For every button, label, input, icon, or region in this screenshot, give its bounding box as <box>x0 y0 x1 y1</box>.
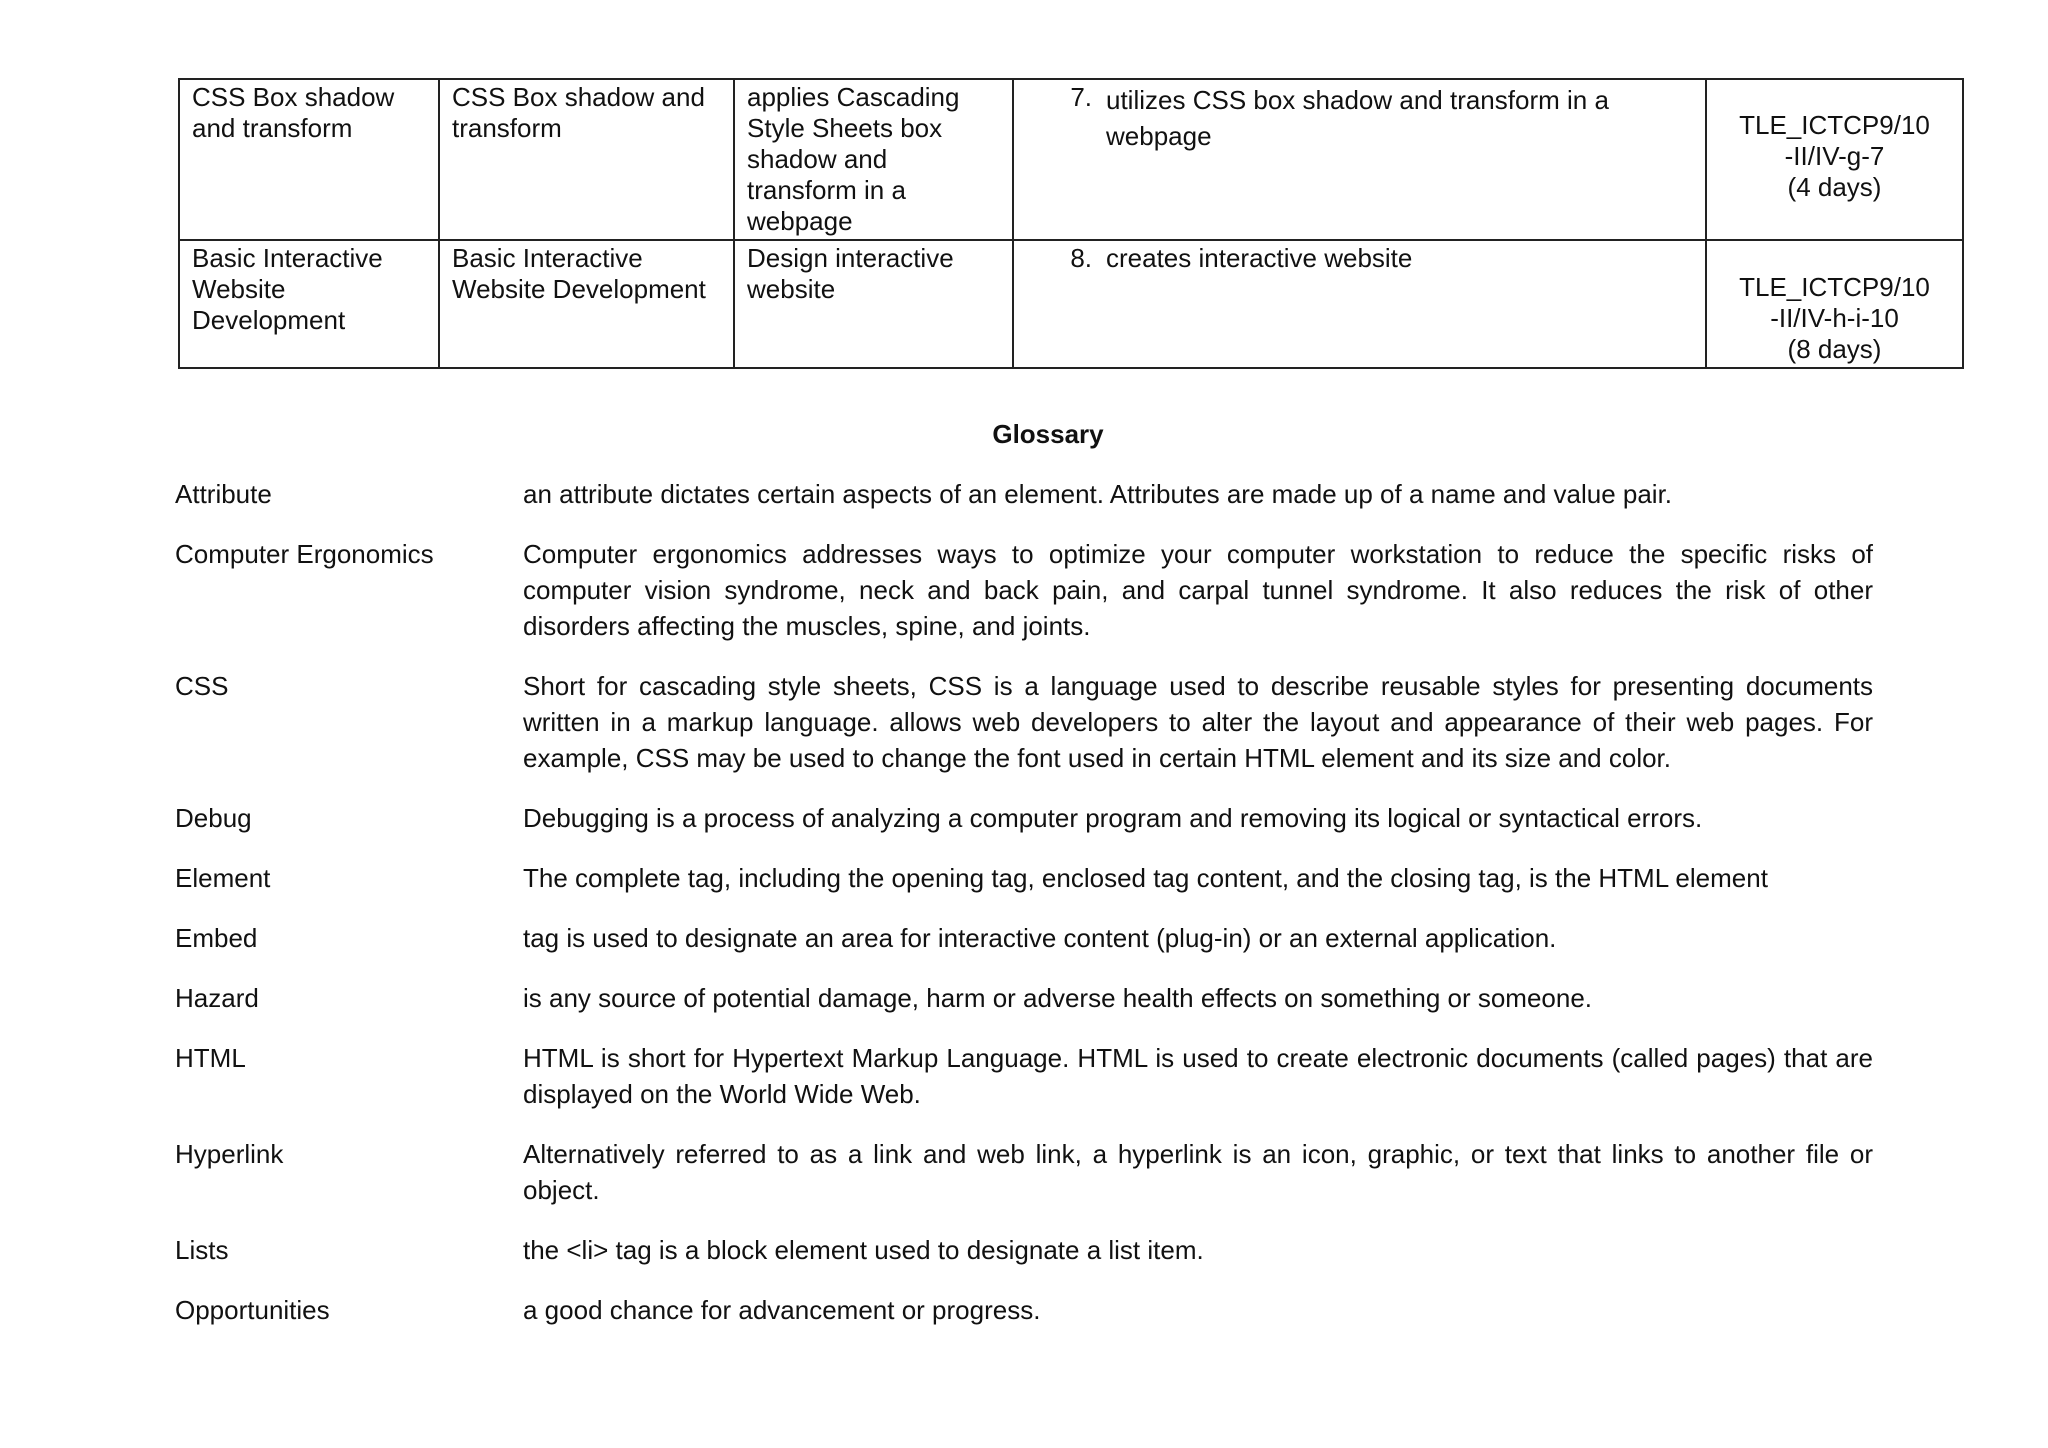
glossary-list <box>175 476 1875 1352</box>
code-cell <box>1706 79 1963 240</box>
code-line: TLE_ICTCP9/10 <box>1739 272 1930 302</box>
glossary-term: Lists <box>175 1235 229 1265</box>
glossary-entry <box>175 1040 1875 1112</box>
glossary-title: Glossary <box>992 419 1104 449</box>
competency-number: 7. <box>1070 82 1092 112</box>
code-line: -II/IV-h-i-10 <box>1770 303 1899 333</box>
glossary-term: Opportunities <box>175 1295 330 1325</box>
glossary-definition: HTML is short for Hypertext Markup Language. HTML is used to create electronic documents (called pages) that are displayed on the World Wide Web. <box>523 1043 1873 1109</box>
glossary-definition: a good chance for advancement or progress. <box>523 1295 1041 1325</box>
glossary-term: CSS <box>175 671 229 701</box>
glossary-term: Embed <box>175 923 258 953</box>
glossary-definition: is any source of potential damage, harm or adverse health effects on something or someone. <box>523 983 1593 1013</box>
glossary-term: Computer Ergonomics <box>175 539 434 569</box>
competency-cell <box>1013 79 1706 240</box>
code-cell <box>1706 240 1963 368</box>
table-row <box>179 240 1963 368</box>
content-cell: CSS Box shadow and transform <box>179 79 439 240</box>
glossary-entry <box>175 920 1875 956</box>
content-cell: Basic Interactive Website Development <box>179 240 439 368</box>
glossary-term: Hazard <box>175 983 259 1013</box>
glossary-entry <box>175 800 1875 836</box>
glossary-term: Debug <box>175 803 252 833</box>
glossary-entry <box>175 1136 1875 1208</box>
glossary-definition: The complete tag, including the opening tag, enclosed tag content, and the closing tag, is the HTML element <box>523 863 1768 893</box>
glossary-entry <box>175 1292 1875 1328</box>
glossary-term: HTML <box>175 1043 246 1073</box>
curriculum-table <box>178 78 1964 369</box>
glossary-entry <box>175 476 1875 512</box>
content-standard-cell: Basic Interactive Website Development <box>439 240 734 368</box>
glossary-entry <box>175 1232 1875 1268</box>
content-standard-cell: CSS Box shadow and transform <box>439 79 734 240</box>
code-line: TLE_ICTCP9/10 <box>1739 110 1930 140</box>
performance-standard-cell: applies Cascading Style Sheets box shadow and transform in a webpage <box>734 79 1013 240</box>
glossary-term: Element <box>175 863 271 893</box>
table-row <box>179 79 1963 240</box>
glossary-entry <box>175 860 1875 896</box>
competency-cell <box>1013 240 1706 368</box>
duration-line: (4 days) <box>1787 172 1882 202</box>
competency-text: creates interactive website <box>1106 243 1413 273</box>
glossary-entry <box>175 668 1875 776</box>
competency-text: utilizes CSS box shadow and transform in a webpage <box>1106 85 1609 151</box>
glossary-term: Attribute <box>175 479 272 509</box>
glossary-definition: Computer ergonomics addresses ways to optimize your computer workstation to reduce the specific risks of computer vision syndrome, neck and back pain, and carpal tunnel syndrome. It also reduces the risk of other disorders affecting the muscles, spine, and joints. <box>523 539 1873 641</box>
glossary-definition: Debugging is a process of analyzing a computer program and removing its logical or syntactical errors. <box>523 803 1703 833</box>
duration-line: (8 days) <box>1787 334 1882 364</box>
glossary-definition: Short for cascading style sheets, CSS is a language used to describe reusable styles for presenting documents written in a markup language. allows web developers to alter the layout and appearance of their web pages. For example, CSS may be used to change the font used in certain HTML element and its size and color. <box>523 671 1873 773</box>
glossary-entry <box>175 536 1875 644</box>
glossary-definition: tag is used to designate an area for interactive content (plug-in) or an external application. <box>523 923 1557 953</box>
code-line: -II/IV-g-7 <box>1784 141 1885 171</box>
glossary-definition: an attribute dictates certain aspects of an element. Attributes are made up of a name and value pair. <box>523 479 1673 509</box>
competency-number: 8. <box>1070 243 1092 273</box>
glossary-definition: Alternatively referred to as a link and web link, a hyperlink is an icon, graphic, or text that links to another file or object. <box>523 1139 1873 1205</box>
glossary-definition: the <li> tag is a block element used to designate a list item. <box>523 1235 1204 1265</box>
glossary-entry <box>175 980 1875 1016</box>
performance-standard-cell: Design interactive website <box>734 240 1013 368</box>
glossary-term: Hyperlink <box>175 1139 284 1169</box>
